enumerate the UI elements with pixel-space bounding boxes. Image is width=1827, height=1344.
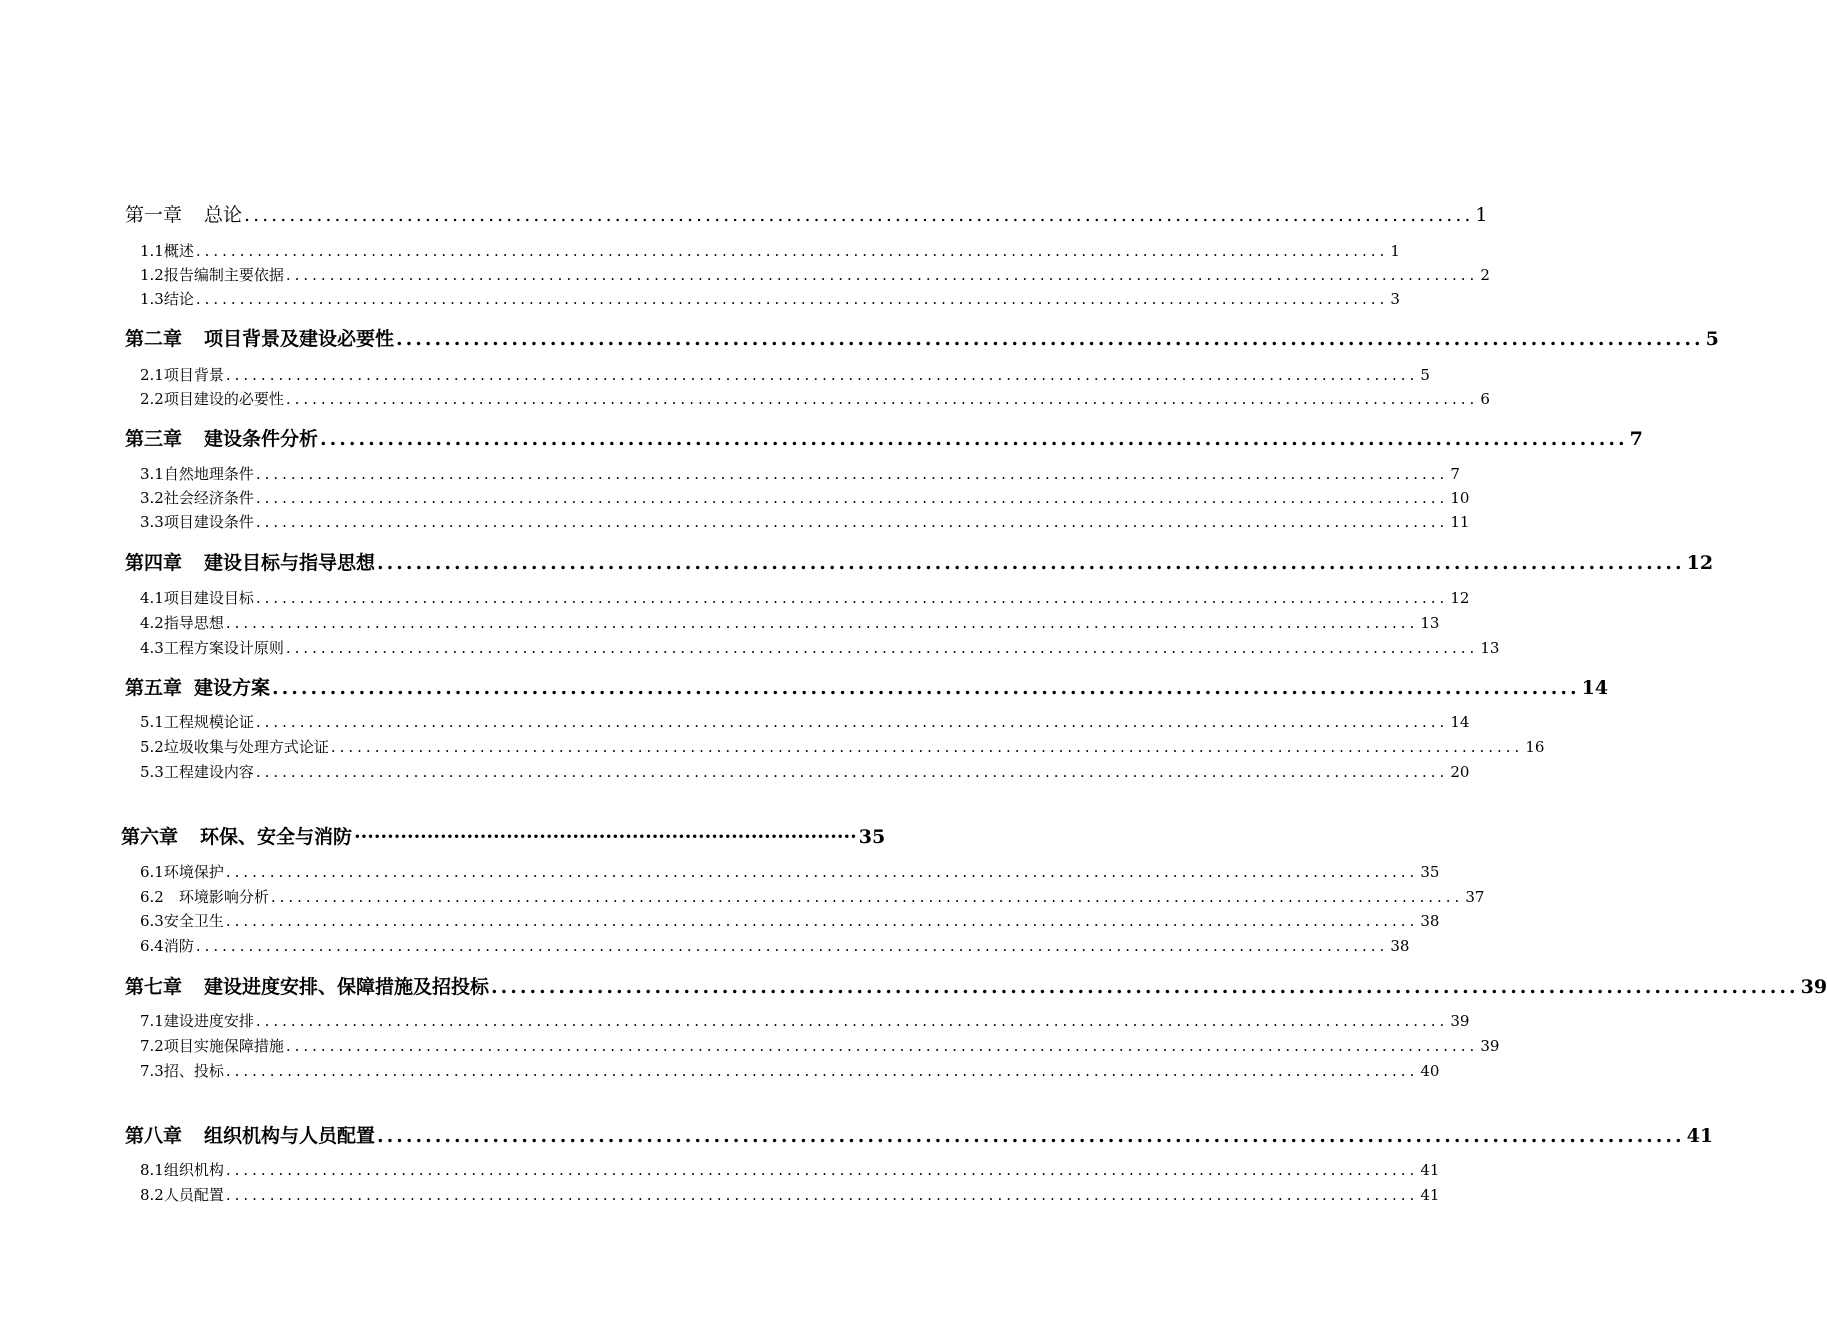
section-label: 1.3结论 xyxy=(140,290,194,308)
section-label: 7.1建设进度安排 xyxy=(140,1012,254,1030)
section-label: 4.2指导思想 xyxy=(140,614,224,632)
page-number: 16 xyxy=(1525,738,1545,756)
toc-section-3-1[interactable] xyxy=(140,463,1460,484)
page-number: 41 xyxy=(1686,1125,1714,1147)
dot-leader: ........................................................................................................................................ xyxy=(491,976,1799,998)
dot-leader: ············································································ xyxy=(354,826,857,848)
toc-section-5-1[interactable] xyxy=(140,711,1470,732)
toc-section-2-2[interactable] xyxy=(140,388,1490,409)
toc-section-1-2[interactable] xyxy=(140,264,1490,285)
section-label: 8.1组织机构 xyxy=(140,1161,224,1179)
toc-section-2-1[interactable] xyxy=(140,364,1430,385)
toc-section-1-1[interactable] xyxy=(140,240,1400,261)
toc-section-4-1[interactable] xyxy=(140,587,1470,608)
dot-leader: ........................................................................................................................................ xyxy=(195,937,1389,955)
dot-leader: ........................................................................................................................................ xyxy=(195,242,1389,260)
chapter-label: 第八章 组织机构与人员配置 xyxy=(125,1125,376,1147)
dot-leader: ........................................................................................................................................ xyxy=(396,328,1704,350)
page-number: 14 xyxy=(1581,677,1609,699)
page-number: 38 xyxy=(1390,937,1410,955)
toc-section-6-3[interactable] xyxy=(140,910,1440,931)
section-label: 3.1自然地理条件 xyxy=(140,465,254,483)
toc-section-5-2[interactable] xyxy=(140,736,1545,757)
toc-section-7-3[interactable] xyxy=(140,1060,1440,1081)
dot-leader: ........................................................................................................................................ xyxy=(330,738,1524,756)
dot-leader: ........................................................................................................................................ xyxy=(285,1037,1479,1055)
toc-section-8-1[interactable] xyxy=(140,1159,1440,1180)
section-label: 3.3项目建设条件 xyxy=(140,513,254,531)
dot-leader: ........................................................................................................................................ xyxy=(255,589,1449,607)
dot-leader: ........................................................................................................................................ xyxy=(255,489,1449,507)
page-number: 41 xyxy=(1420,1161,1440,1179)
chapter-label: 第六章 环保、安全与消防 xyxy=(121,826,353,848)
page-number: 40 xyxy=(1420,1062,1440,1080)
toc-chapter-1[interactable] xyxy=(125,200,1488,227)
toc-section-4-3[interactable] xyxy=(140,637,1500,658)
toc-section-6-4[interactable] xyxy=(140,935,1410,956)
page-number: 1 xyxy=(1390,242,1400,260)
toc-section-4-2[interactable] xyxy=(140,612,1440,633)
page-number: 2 xyxy=(1480,266,1490,284)
toc-chapter-3[interactable] xyxy=(125,424,1643,451)
dot-leader: ........................................................................................................................................ xyxy=(225,1186,1419,1204)
dot-leader: ........................................................................................................................................ xyxy=(255,465,1449,483)
section-label: 6.2 环境影响分析 xyxy=(140,888,269,906)
dot-leader: ........................................................................................................................................ xyxy=(225,912,1419,930)
page-number: 3 xyxy=(1390,290,1400,308)
chapter-label: 第四章 建设目标与指导思想 xyxy=(125,552,376,574)
page-number: 39 xyxy=(1480,1037,1500,1055)
toc-chapter-7[interactable] xyxy=(125,972,1827,999)
toc-chapter-8[interactable] xyxy=(125,1121,1714,1148)
page-number: 5 xyxy=(1420,366,1430,384)
page-number: 35 xyxy=(858,826,886,848)
toc-section-1-3[interactable] xyxy=(140,288,1400,309)
page-number: 37 xyxy=(1465,888,1485,906)
chapter-label: 第五章 建设方案 xyxy=(125,677,271,699)
page-number: 7 xyxy=(1450,465,1460,483)
section-label: 2.2项目建设的必要性 xyxy=(140,390,284,408)
toc-section-7-2[interactable] xyxy=(140,1035,1500,1056)
dot-leader: ........................................................................................................................................ xyxy=(225,614,1419,632)
dot-leader: ........................................................................................................................................ xyxy=(225,1062,1419,1080)
toc-chapter-6[interactable] xyxy=(121,822,886,849)
section-label: 3.2社会经济条件 xyxy=(140,489,254,507)
dot-leader: ........................................................................................................................................ xyxy=(225,366,1419,384)
section-label: 6.4消防 xyxy=(140,937,194,955)
page-number: 5 xyxy=(1705,328,1719,350)
section-label: 7.3招、投标 xyxy=(140,1062,224,1080)
section-label: 5.2垃圾收集与处理方式论证 xyxy=(140,738,329,756)
toc-section-7-1[interactable] xyxy=(140,1010,1470,1031)
page-number: 41 xyxy=(1420,1186,1440,1204)
dot-leader: ........................................................................................................................................ xyxy=(285,390,1479,408)
section-label: 4.1项目建设目标 xyxy=(140,589,254,607)
page-number: 14 xyxy=(1450,713,1470,731)
dot-leader: ........................................................................................................................................ xyxy=(377,552,1685,574)
dot-leader: ........................................................................................................................................ xyxy=(195,290,1389,308)
toc-section-3-2[interactable] xyxy=(140,487,1470,508)
dot-leader: ........................................................................................................................................ xyxy=(244,204,1474,226)
page-number: 1 xyxy=(1475,204,1488,226)
chapter-label: 第一章 总论 xyxy=(125,204,243,226)
section-label: 6.1环境保护 xyxy=(140,863,224,881)
dot-leader: ........................................................................................................................................ xyxy=(225,863,1419,881)
page-number: 39 xyxy=(1800,976,1827,998)
dot-leader: ........................................................................................................................................ xyxy=(285,266,1479,284)
page-number: 38 xyxy=(1420,912,1440,930)
page-number: 10 xyxy=(1450,489,1470,507)
dot-leader: ........................................................................................................................................ xyxy=(225,1161,1419,1179)
dot-leader: ........................................................................................................................................ xyxy=(272,677,1580,699)
chapter-label: 第二章 项目背景及建设必要性 xyxy=(125,328,395,350)
page-number: 35 xyxy=(1420,863,1440,881)
section-label: 1.1概述 xyxy=(140,242,194,260)
page-number: 13 xyxy=(1420,614,1440,632)
toc-section-6-1[interactable] xyxy=(140,861,1440,882)
section-label: 1.2报告编制主要依据 xyxy=(140,266,284,284)
toc-chapter-4[interactable] xyxy=(125,548,1714,575)
section-label: 5.3工程建设内容 xyxy=(140,763,254,781)
chapter-label: 第三章 建设条件分析 xyxy=(125,428,319,450)
section-label: 5.1工程规模论证 xyxy=(140,713,254,731)
toc-section-5-3[interactable] xyxy=(140,761,1470,782)
section-label: 4.3工程方案设计原则 xyxy=(140,639,284,657)
page-number: 11 xyxy=(1450,513,1470,531)
page-number: 39 xyxy=(1450,1012,1470,1030)
toc-section-8-2[interactable] xyxy=(140,1184,1440,1205)
section-label: 6.3安全卫生 xyxy=(140,912,224,930)
toc-chapter-2[interactable] xyxy=(125,324,1719,351)
dot-leader: ........................................................................................................................................ xyxy=(255,713,1449,731)
section-label: 8.2人员配置 xyxy=(140,1186,224,1204)
dot-leader: ........................................................................................................................................ xyxy=(255,1012,1449,1030)
page-number: 13 xyxy=(1480,639,1500,657)
dot-leader: ........................................................................................................................................ xyxy=(270,888,1464,906)
toc-section-3-3[interactable] xyxy=(140,511,1470,532)
page-number: 6 xyxy=(1480,390,1490,408)
dot-leader: ........................................................................................................................................ xyxy=(285,639,1479,657)
dot-leader: ........................................................................................................................................ xyxy=(255,763,1449,781)
dot-leader: ........................................................................................................................................ xyxy=(320,428,1628,450)
dot-leader: ........................................................................................................................................ xyxy=(377,1125,1685,1147)
page-number: 12 xyxy=(1686,552,1714,574)
toc-section-6-2[interactable] xyxy=(140,886,1485,907)
dot-leader: ........................................................................................................................................ xyxy=(255,513,1449,531)
page-number: 7 xyxy=(1629,428,1643,450)
page-number: 20 xyxy=(1450,763,1470,781)
toc-chapter-5[interactable] xyxy=(125,673,1609,700)
section-label: 7.2项目实施保障措施 xyxy=(140,1037,284,1055)
section-label: 2.1项目背景 xyxy=(140,366,224,384)
chapter-label: 第七章 建设进度安排、保障措施及招投标 xyxy=(125,976,490,998)
page-number: 12 xyxy=(1450,589,1470,607)
